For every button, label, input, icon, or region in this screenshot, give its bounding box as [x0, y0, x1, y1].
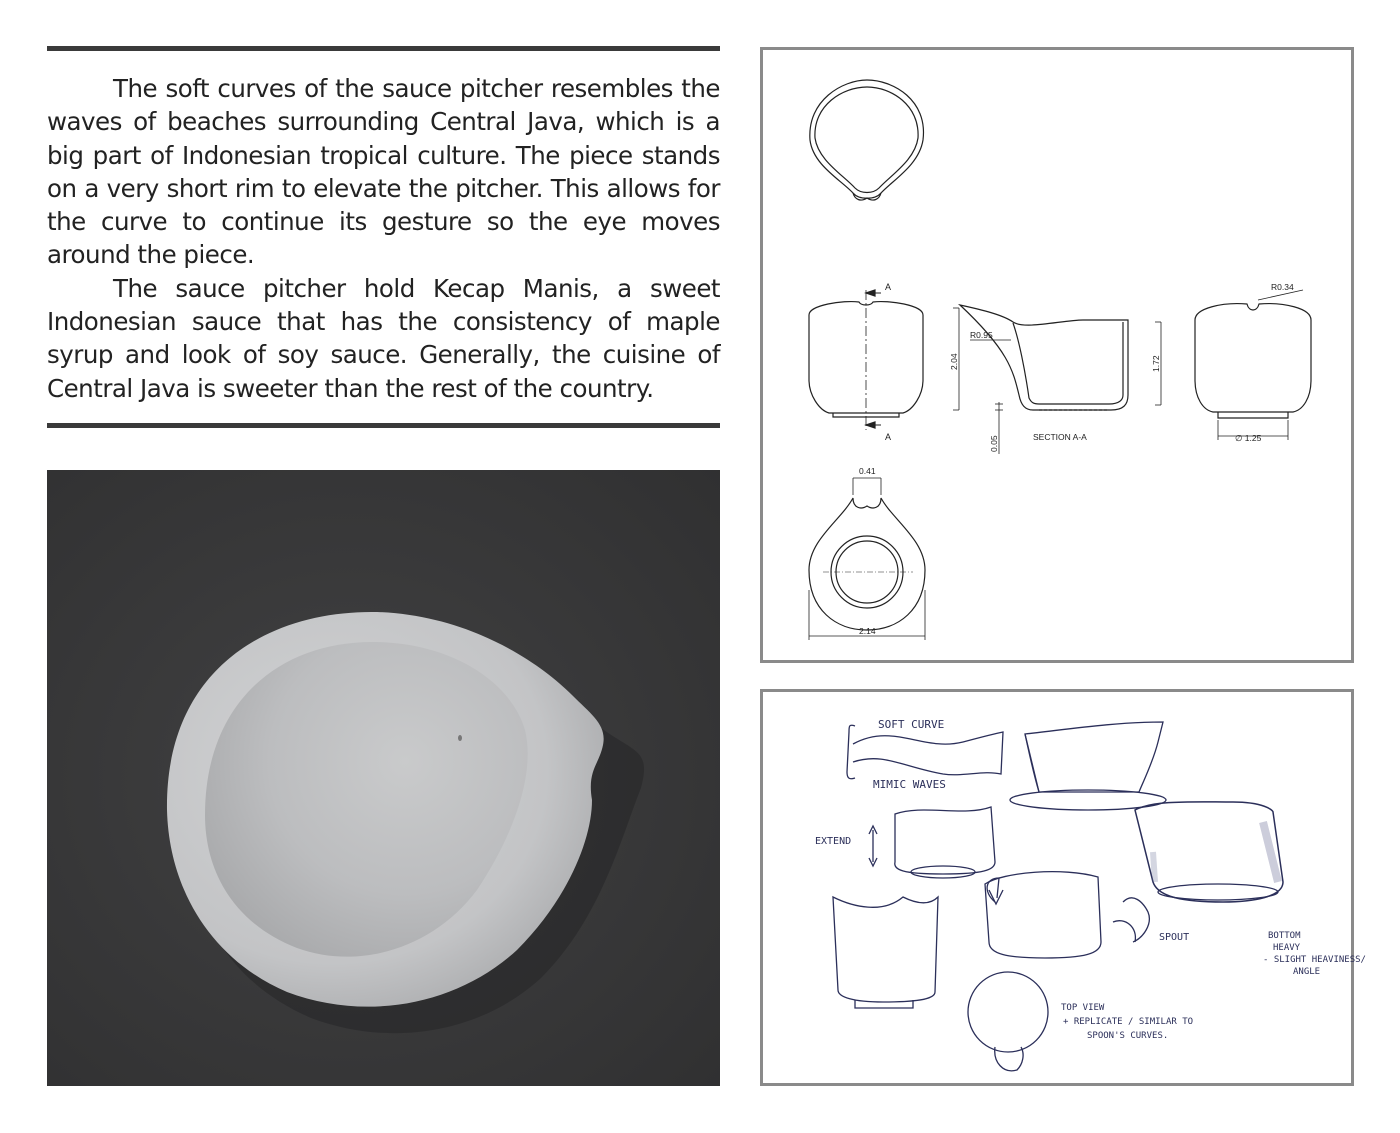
dim-spout-radius: R0.34: [1271, 282, 1294, 292]
top-view-sketch: [968, 972, 1048, 1071]
dim-inner-height: 1.72: [1151, 355, 1161, 372]
note-top-1: TOP VIEW: [1061, 1003, 1105, 1013]
note-extend: EXTEND: [815, 836, 852, 847]
description-text: [47, 72, 720, 405]
dim-inner-radius: R0.95: [970, 330, 993, 340]
note-bottom-4: ANGLE: [1293, 967, 1321, 977]
note-bottom-1: BOTTOM: [1268, 931, 1301, 941]
wave-sketch: [847, 725, 1003, 779]
paragraph-2: The sauce pitcher hold Kecap Manis, a sweet Indonesian sauce that has the consistency of maple syrup and look of soy sauce. Generally, the cuisine of Central Java is sweeter than the rest of the country.: [47, 273, 720, 403]
note-soft-curve: SOFT CURVE: [878, 718, 945, 731]
dim-spout-width: 0.41: [859, 466, 876, 476]
front-view-drawing: [809, 290, 923, 430]
sketch-panel: [760, 689, 1366, 1086]
note-mimic-waves: MIMIC WAVES: [873, 778, 946, 791]
top-rule: [47, 46, 720, 51]
side-view-drawing: [1195, 290, 1311, 440]
note-top-2: + REPLICATE / SIMILAR TO: [1063, 1017, 1194, 1027]
section-marker-bottom: A: [885, 432, 892, 442]
pitcher-sketch-2: [869, 807, 995, 878]
paragraph-1: The soft curves of the sauce pitcher resembles the waves of beaches surrounding Central Java, which is a big part of Indonesian tropical culture. The piece stands on a very short rim to elevate the pitcher. This allows for the curve to continue its gesture so the eye moves around the piece.: [47, 74, 720, 270]
section-marker-top: A: [885, 282, 892, 292]
pitcher-photo: [47, 470, 720, 1086]
dim-foot-diameter: ∅ 1.25: [1235, 433, 1262, 443]
dim-foot-height: 0.05: [989, 435, 999, 452]
pitcher-sketch-4: [833, 897, 938, 1008]
pitcher-sketch-5: [985, 872, 1149, 958]
note-bottom-2: HEAVY: [1273, 943, 1301, 953]
pitcher-sketch-1: [1010, 722, 1166, 810]
note-bottom-3: - SLIGHT HEAVINESS/: [1263, 955, 1366, 965]
note-spout: SPOUT: [1159, 932, 1190, 943]
bottom-view-drawing: [809, 478, 925, 640]
note-top-3: SPOON'S CURVES.: [1087, 1031, 1169, 1041]
dim-total-height: 2.04: [949, 353, 959, 370]
pitcher-sketch-3: [1135, 802, 1283, 902]
bottom-rule: [47, 423, 720, 428]
top-view-drawing: [810, 80, 924, 200]
dim-body-width: 2.14: [859, 626, 876, 636]
section-label: SECTION A-A: [1033, 432, 1087, 442]
technical-drawing-panel: [760, 47, 1354, 663]
